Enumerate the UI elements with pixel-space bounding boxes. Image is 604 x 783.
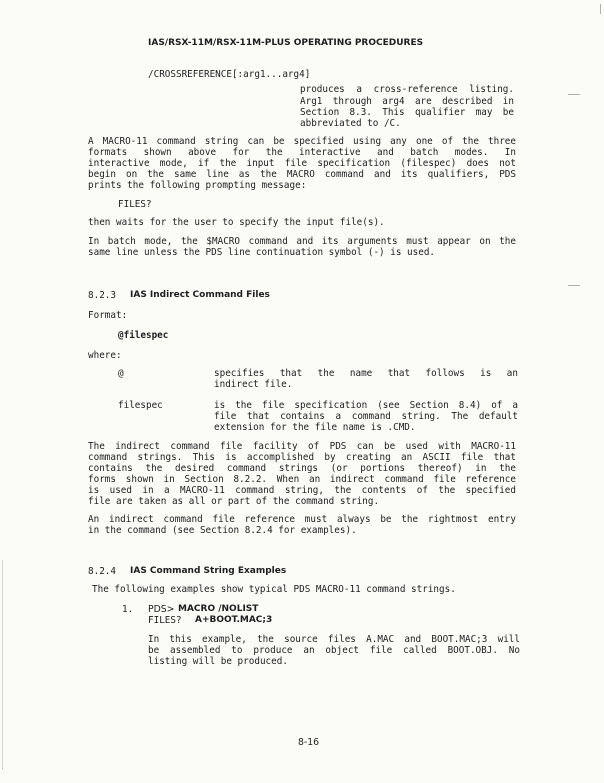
crossref-desc-line: Section 8.3. This qualifier may be [300, 107, 514, 118]
paragraph-line: In batch mode, the $MACRO command and its arguments must appear on the [88, 236, 516, 247]
paragraph-line: A MACRO-11 command string can be specified using any one of the three [88, 136, 516, 147]
definition-line: indirect file. [214, 379, 293, 390]
paragraph-line: forms shown in Section 8.2.2. When an indirect command file reference [88, 474, 516, 485]
crossref-desc-line: Arg1 through arg4 are described in [300, 96, 514, 107]
paragraph-line: The indirect command file facility of PDS can be used with MACRO-11 [88, 441, 516, 452]
margin-mark [568, 285, 580, 286]
paragraph-line: file are taken as all or part of the command string. [88, 496, 380, 507]
margin-mark [600, 4, 601, 14]
paragraph-line: begin on the same line as the MACRO command and its qualifiers, PDS [88, 169, 516, 180]
where-label: where: [88, 350, 122, 361]
example-desc-line: In this example, the source files A.MAC and BOOT.MAC;3 will [148, 634, 520, 645]
paragraph-line: same line unless the PDS line continuation symbol (-) is used. [88, 247, 436, 258]
example-command: MACRO /NOLIST [178, 604, 259, 614]
definition-line: extension for the file name is .CMD. [214, 422, 416, 433]
definition-line: is the file specification (see Section 8.4) of a [214, 400, 518, 411]
definition-line: specifies that the name that follows is an [214, 368, 518, 379]
crossref-syntax: /CROSSREFERENCE[:arg1...arg4] [148, 69, 311, 80]
section-heading: IAS Indirect Command Files [130, 290, 270, 300]
example-desc-line: listing will be produced. [148, 656, 288, 667]
section-number: 8.2.3 [88, 290, 116, 301]
crossref-desc-line: produces a cross-reference listing. [300, 84, 514, 95]
format-value: @filespec [118, 330, 169, 341]
paragraph-line: in the command (see Section 8.2.4 for examples). [88, 525, 357, 536]
paragraph-line: interactive mode, if the input file specification (filespec) does not [88, 158, 516, 169]
crossref-desc-line: abbreviated to /C. [300, 118, 401, 129]
example-number: 1. [122, 604, 134, 615]
example-desc-line: be assembled to produce an object file called BOOT.OBJ. No [148, 645, 520, 656]
paragraph-line: contains the desired command strings (or portions thereof) in the [88, 463, 516, 474]
example-command: A+BOOT.MAC;3 [195, 615, 273, 625]
prompt-files: FILES? [118, 199, 152, 210]
paragraph-line: The following examples show typical PDS MACRO-11 command strings. [92, 584, 456, 595]
margin-mark [568, 94, 580, 95]
example-prompt: FILES? [148, 615, 182, 626]
definition-term: filespec [118, 400, 163, 411]
paragraph-line: command strings. This is accomplished by creating an ASCII file that [88, 452, 516, 463]
format-label: Format: [88, 310, 128, 321]
scan-edge-line [2, 560, 3, 770]
paragraph-line: formats shown above for the interactive and batch modes. In [88, 147, 516, 158]
section-heading: IAS Command String Examples [130, 566, 287, 576]
paragraph-line: then waits for the user to specify the input file(s). [88, 217, 385, 228]
paragraph-line: prints the following prompting message: [88, 180, 307, 191]
section-number: 8.2.4 [88, 566, 116, 577]
page-number: 8-16 [298, 737, 320, 748]
paragraph-line: is used in a MACRO-11 command string, the contents of the specified [88, 485, 516, 496]
example-prompt: PDS> [148, 604, 175, 615]
page-header-title: IAS/RSX-11M/RSX-11M-PLUS OPERATING PROCEDURES [148, 38, 424, 48]
paragraph-line: An indirect command file reference must always be the rightmost entry [88, 514, 516, 525]
definition-line: file that contains a command string. The default [214, 411, 518, 422]
definition-term: @ [118, 368, 124, 379]
